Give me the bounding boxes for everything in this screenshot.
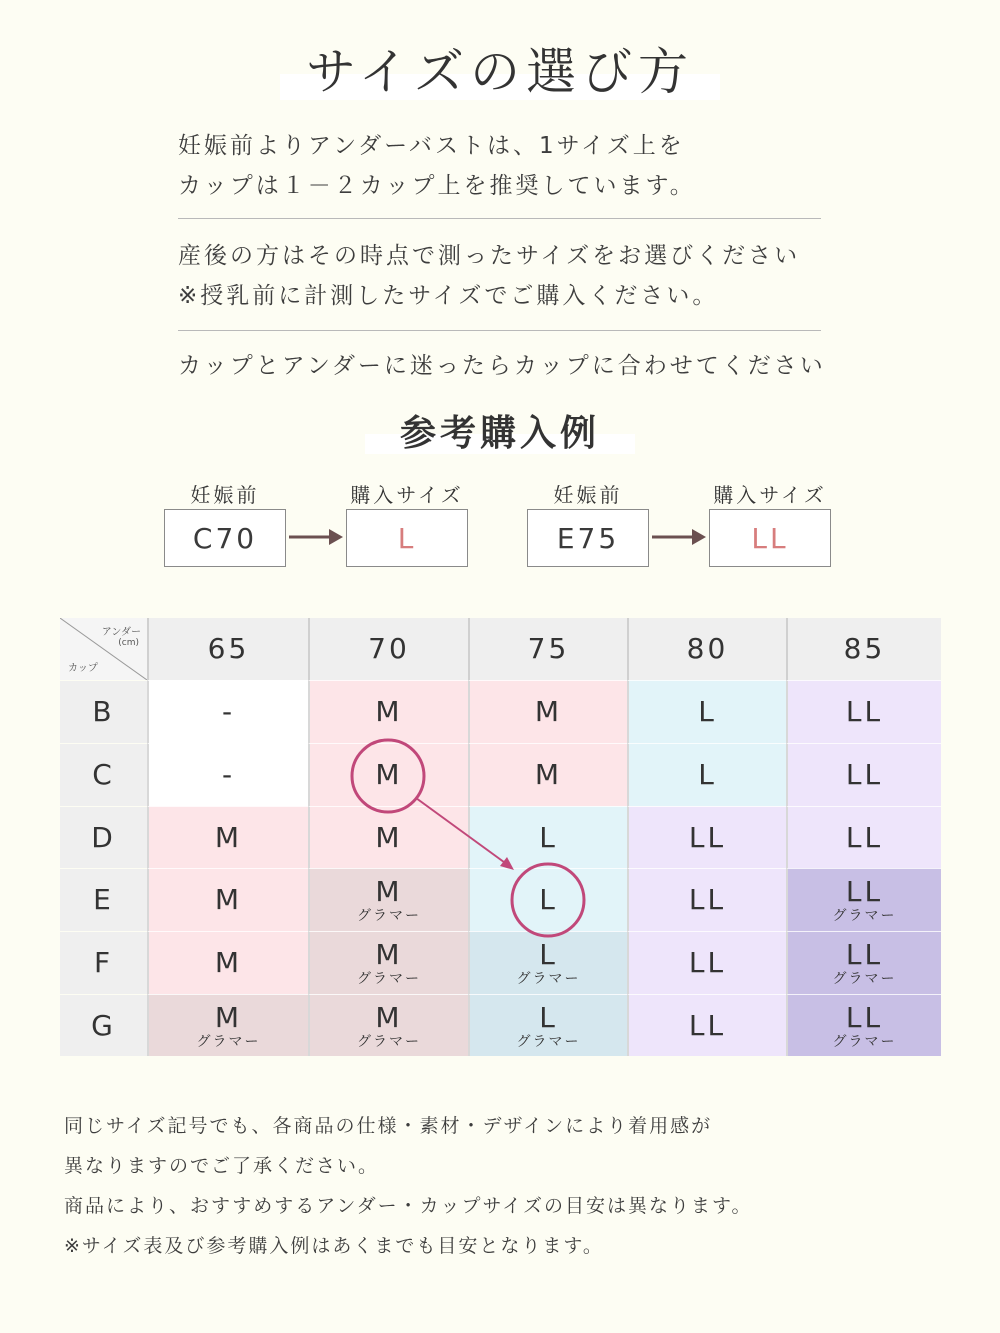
column-header-label: 75 bbox=[527, 632, 570, 665]
size-cell-D85 bbox=[786, 806, 941, 868]
size-value: LL bbox=[845, 695, 884, 728]
column-header-under-75 bbox=[468, 618, 627, 680]
advice-line: 産後の方はその時点で測ったサイズをお選びください bbox=[178, 243, 801, 269]
column-header-label: 70 bbox=[368, 632, 410, 665]
size-value: M bbox=[375, 820, 403, 854]
size-value: M bbox=[214, 1000, 243, 1034]
size-value: LL bbox=[688, 946, 727, 979]
row-header-cup-E bbox=[60, 868, 147, 931]
size-cell-B80 bbox=[627, 680, 786, 743]
column-header-under-65 bbox=[147, 618, 308, 680]
glamour-label: グラマー bbox=[196, 1033, 261, 1050]
size-cell-F75 bbox=[468, 931, 627, 994]
size-cell-D65 bbox=[147, 806, 308, 868]
size-cell-G80 bbox=[627, 994, 786, 1056]
example-after-label: 購入サイズ bbox=[713, 483, 827, 507]
size-cell-F80 bbox=[627, 931, 786, 994]
size-cell-G75 bbox=[468, 994, 627, 1056]
size-value: L bbox=[539, 820, 558, 854]
size-value: LL bbox=[688, 1008, 727, 1042]
arrow-right-icon bbox=[652, 527, 706, 547]
advice-paragraph-3 bbox=[178, 346, 858, 386]
size-cell-G70 bbox=[308, 994, 468, 1056]
size-value: L bbox=[539, 1000, 558, 1034]
size-cell-C65 bbox=[147, 743, 308, 806]
example-after-label: 購入サイズ bbox=[350, 483, 464, 507]
size-cell-G65 bbox=[147, 994, 308, 1056]
size-value: - bbox=[221, 758, 236, 791]
corner-cup-label: カップ bbox=[68, 663, 98, 674]
row-header-label: B bbox=[92, 695, 115, 728]
glamour-label: グラマー bbox=[357, 971, 421, 987]
size-cell-E85 bbox=[786, 868, 941, 931]
size-cell-B75 bbox=[468, 680, 627, 743]
size-value: M bbox=[375, 875, 403, 908]
row-header-label: D bbox=[91, 820, 116, 854]
size-cell-C85 bbox=[786, 743, 941, 806]
size-value: M bbox=[534, 758, 563, 791]
footnotes bbox=[64, 1106, 752, 1266]
size-cell-D70 bbox=[308, 806, 468, 868]
glamour-label: グラマー bbox=[516, 1033, 581, 1050]
advice-line: カップは１－２カップ上を推奨しています。 bbox=[178, 173, 696, 199]
size-cell-F70 bbox=[308, 931, 468, 994]
size-cell-C80 bbox=[627, 743, 786, 806]
example-after-size: L bbox=[346, 509, 468, 567]
size-cell-F85 bbox=[786, 931, 941, 994]
page-title-text: サイズの選び方 bbox=[306, 43, 694, 101]
size-value: L bbox=[698, 695, 717, 728]
row-header-cup-D bbox=[60, 806, 147, 868]
divider bbox=[178, 330, 821, 331]
column-header-under-70 bbox=[308, 618, 468, 680]
example-before-size: C70 bbox=[164, 509, 286, 567]
size-cell-C70 bbox=[308, 743, 468, 806]
size-value: L bbox=[698, 758, 717, 791]
example-title bbox=[365, 408, 635, 458]
size-cell-B85 bbox=[786, 680, 941, 743]
size-value: LL bbox=[845, 820, 884, 854]
row-header-cup-C bbox=[60, 743, 147, 806]
advice-line: ※授乳前に計測したサイズでご購入ください。 bbox=[178, 283, 719, 309]
size-value: M bbox=[214, 946, 243, 979]
footnote-line: 異なりますのでご了承ください。 bbox=[64, 1155, 380, 1177]
size-value: M bbox=[214, 883, 243, 916]
advice-paragraph-1 bbox=[178, 126, 858, 206]
row-header-label: F bbox=[93, 946, 114, 979]
glamour-label: グラマー bbox=[357, 908, 421, 924]
divider bbox=[178, 218, 821, 219]
size-value: LL bbox=[845, 875, 884, 908]
example-after-size: LL bbox=[709, 509, 831, 567]
glamour-label: グラマー bbox=[357, 1033, 421, 1050]
column-header-under-80 bbox=[627, 618, 786, 680]
row-header-cup-G bbox=[60, 994, 147, 1056]
size-cell-F65 bbox=[147, 931, 308, 994]
size-table bbox=[60, 618, 941, 1056]
size-value: M bbox=[214, 820, 243, 854]
footnote-line: ※サイズ表及び参考購入例はあくまでも目安となります。 bbox=[64, 1235, 604, 1257]
advice-paragraph-2 bbox=[178, 236, 858, 316]
page-title bbox=[280, 40, 720, 100]
example-before-label: 妊娠前 bbox=[553, 483, 623, 507]
size-value: M bbox=[375, 758, 403, 791]
row-header-label: C bbox=[92, 758, 115, 791]
size-value: LL bbox=[688, 820, 727, 854]
size-cell-E75 bbox=[468, 868, 627, 931]
size-value: - bbox=[221, 695, 236, 728]
column-header-label: 85 bbox=[843, 632, 886, 665]
size-value: L bbox=[539, 883, 558, 916]
glamour-label: グラマー bbox=[832, 971, 897, 987]
size-cell-G85 bbox=[786, 994, 941, 1056]
size-value: LL bbox=[845, 1000, 884, 1034]
glamour-label: グラマー bbox=[832, 1033, 897, 1050]
size-value: LL bbox=[845, 758, 884, 791]
size-cell-B70 bbox=[308, 680, 468, 743]
glamour-label: グラマー bbox=[832, 908, 897, 924]
row-header-cup-F bbox=[60, 931, 147, 994]
column-header-label: 80 bbox=[686, 632, 729, 665]
corner-unit-label: (cm) bbox=[118, 638, 139, 648]
size-cell-B65 bbox=[147, 680, 308, 743]
advice-line: カップとアンダーに迷ったらカップに合わせてください bbox=[178, 353, 826, 379]
example-before-label: 妊娠前 bbox=[190, 483, 260, 507]
size-value: M bbox=[534, 695, 563, 728]
row-header-cup-B bbox=[60, 680, 147, 743]
arrow-right-icon bbox=[289, 527, 343, 547]
size-cell-E70 bbox=[308, 868, 468, 931]
glamour-label: グラマー bbox=[516, 971, 581, 987]
example-title-text: 参考購入例 bbox=[399, 412, 600, 454]
size-cell-D75 bbox=[468, 806, 627, 868]
size-cell-E80 bbox=[627, 868, 786, 931]
size-cell-D80 bbox=[627, 806, 786, 868]
advice-line: 妊娠前よりアンダーバストは、1サイズ上を bbox=[178, 133, 685, 159]
size-cell-E65 bbox=[147, 868, 308, 931]
size-value: M bbox=[375, 695, 403, 728]
row-header-label: G bbox=[91, 1008, 116, 1042]
size-value: LL bbox=[845, 938, 884, 971]
table-corner-header bbox=[60, 618, 148, 680]
footnote-line: 商品により、おすすめするアンダー・カップサイズの目安は異なります。 bbox=[64, 1195, 753, 1217]
example-before-size: E75 bbox=[527, 509, 649, 567]
size-value: LL bbox=[688, 883, 727, 916]
size-value: M bbox=[375, 938, 403, 971]
footnote-line: 同じサイズ記号でも、各商品の仕様・素材・デザインにより着用感が bbox=[64, 1115, 713, 1137]
size-cell-C75 bbox=[468, 743, 627, 806]
row-header-label: E bbox=[93, 883, 114, 916]
size-value: M bbox=[375, 1000, 403, 1034]
corner-under-label: アンダー bbox=[101, 627, 141, 638]
size-value: L bbox=[539, 938, 558, 971]
column-header-under-85 bbox=[786, 618, 941, 680]
column-header-label: 65 bbox=[207, 632, 250, 665]
